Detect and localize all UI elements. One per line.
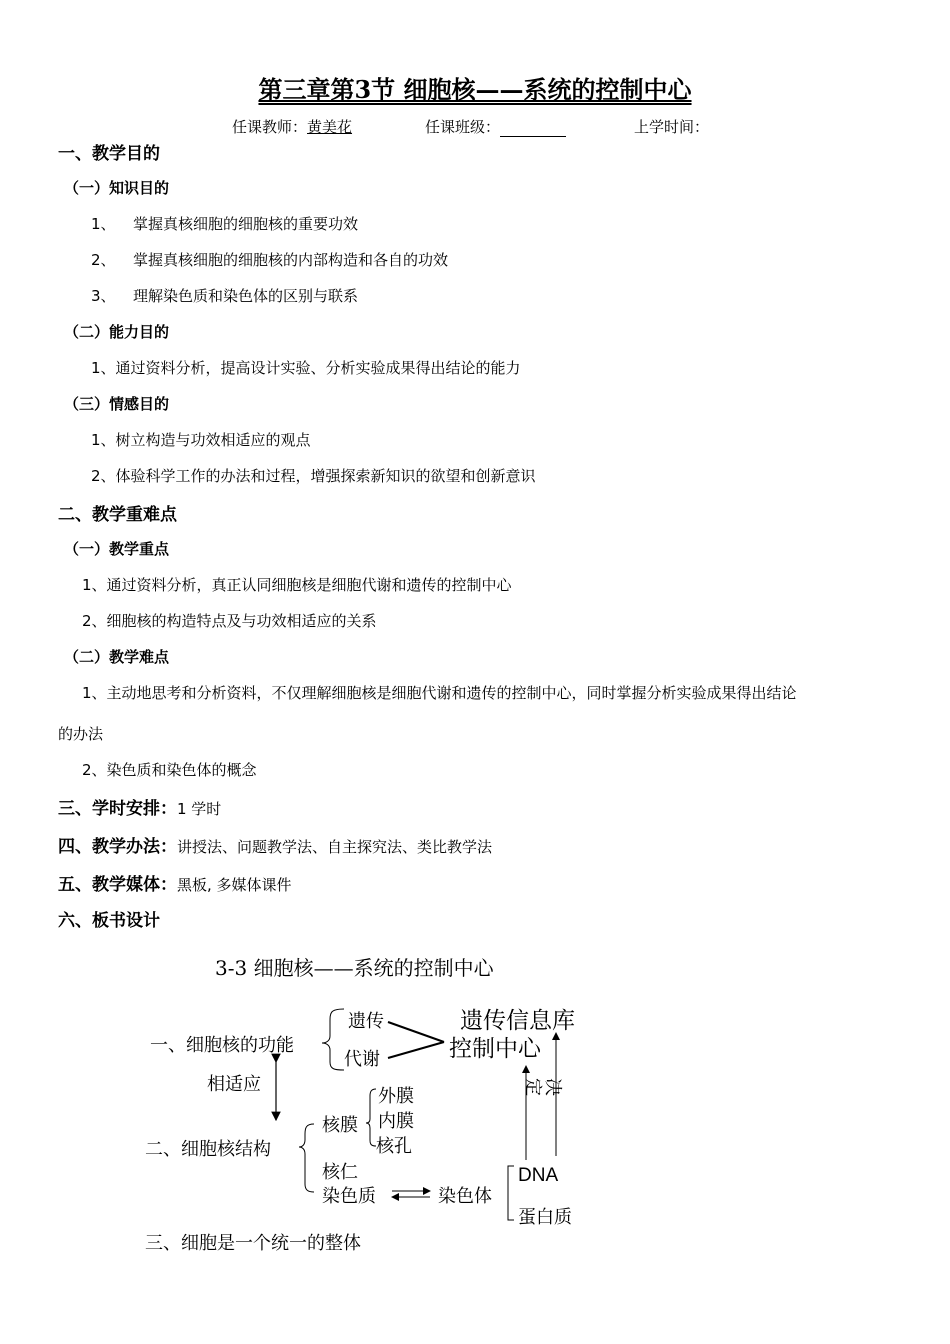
board-heredity: 遗传 — [348, 1011, 384, 1032]
teacher-name: 黄美花 — [307, 118, 353, 136]
teacher-label: 任课教师： — [232, 118, 308, 136]
board-structure: 二、细胞核结构 — [145, 1139, 271, 1160]
item-text: 理解染色质和染色体的区别与联系 — [133, 287, 359, 305]
item-number: 3、 — [91, 287, 116, 305]
ability-heading: （二）能力目的 — [64, 323, 170, 341]
board-metabolism: 代谢 — [344, 1049, 380, 1070]
emotion-heading: （三）情感目的 — [64, 395, 170, 413]
item-text: 掌握真核细胞的细胞核的内部构造和各自的功效 — [133, 251, 449, 269]
brace-membrane — [366, 1089, 376, 1146]
list-item: 2、染色质和染色体的概念 — [82, 761, 257, 779]
board-title: 3-3 细胞核——系统的控制中心 — [215, 956, 494, 980]
item-text: 掌握真核细胞的细胞核的重要功效 — [133, 215, 359, 233]
section-1-heading: 一、教学目的 — [58, 144, 160, 164]
board-nucleolus: 核仁 — [322, 1162, 358, 1183]
board-adapt: 相适应 — [207, 1074, 261, 1095]
board-nuclear-pore: 核孔 — [376, 1136, 412, 1157]
board-control-center: 控制中心 — [449, 1036, 541, 1062]
board-info-store: 遗传信息库 — [460, 1008, 575, 1034]
time-label: 上学时间： — [634, 118, 710, 136]
section-4-value: 讲授法、问题教学法、自主探究法、类比教学法 — [177, 838, 493, 856]
list-item: 2、体验科学工作的办法和过程，增强探索新知识的欲望和创新意识 — [91, 467, 536, 485]
list-item: 1、主动地思考和分析资料，不仅理解细胞核是细胞代谢和遗传的控制中心，同时掌握分析实验成果得出结论 — [82, 684, 797, 702]
brace-structure — [299, 1124, 314, 1192]
difficult-points-heading: （二）教学难点 — [64, 648, 170, 666]
board-whole: 三、细胞是一个统一的整体 — [145, 1233, 361, 1254]
section-4-label: 四、教学办法： — [58, 837, 177, 857]
board-membrane: 核膜 — [322, 1115, 358, 1136]
list-item: 1、通过资料分析，真正认同细胞核是细胞代谢和遗传的控制中心 — [82, 576, 512, 594]
arrow-heredity — [388, 1022, 444, 1042]
knowledge-heading: （一）知识目的 — [64, 179, 170, 197]
section-2-heading: 二、教学重难点 — [58, 505, 177, 525]
board-function: 一、细胞核的功能 — [150, 1035, 294, 1056]
key-points-heading: （一）教学重点 — [64, 540, 170, 558]
list-item: 2、细胞核的构造特点及与功效相适应的关系 — [82, 612, 377, 630]
board-chromatin: 染色质 — [322, 1186, 376, 1207]
board-inner-membrane: 内膜 — [378, 1111, 414, 1132]
item-number: 1、 — [91, 215, 116, 233]
section-5-label: 五、教学媒体： — [58, 875, 177, 895]
list-item: 1、通过资料分析，提高设计实验、分析实验成果得出结论的能力 — [91, 359, 521, 377]
board-outer-membrane: 外膜 — [378, 1086, 414, 1107]
arrow-metabolism — [388, 1042, 444, 1058]
section-3-value: 1 学时 — [177, 800, 222, 818]
brace-function — [322, 1009, 344, 1070]
list-item: 1、树立构造与功效相适应的观点 — [91, 431, 311, 449]
item-number: 2、 — [91, 251, 116, 269]
board-chromosome: 染色体 — [438, 1186, 492, 1207]
class-label: 任课班级： — [425, 118, 501, 136]
section-3-label: 三、学时安排： — [58, 799, 177, 819]
bracket-dna-protein — [508, 1166, 514, 1220]
page-title: 第三章第3节 细胞核——系统的控制中心 — [258, 75, 692, 104]
list-item-continuation: 的办法 — [58, 725, 104, 743]
section-6-heading: 六、板书设计 — [58, 911, 160, 931]
section-5-value: 黑板, 多媒体课件 — [177, 876, 292, 894]
board-decide: 决定 — [522, 1078, 563, 1096]
board-protein: 蛋白质 — [518, 1207, 572, 1228]
board-dna: DNA — [518, 1165, 559, 1186]
